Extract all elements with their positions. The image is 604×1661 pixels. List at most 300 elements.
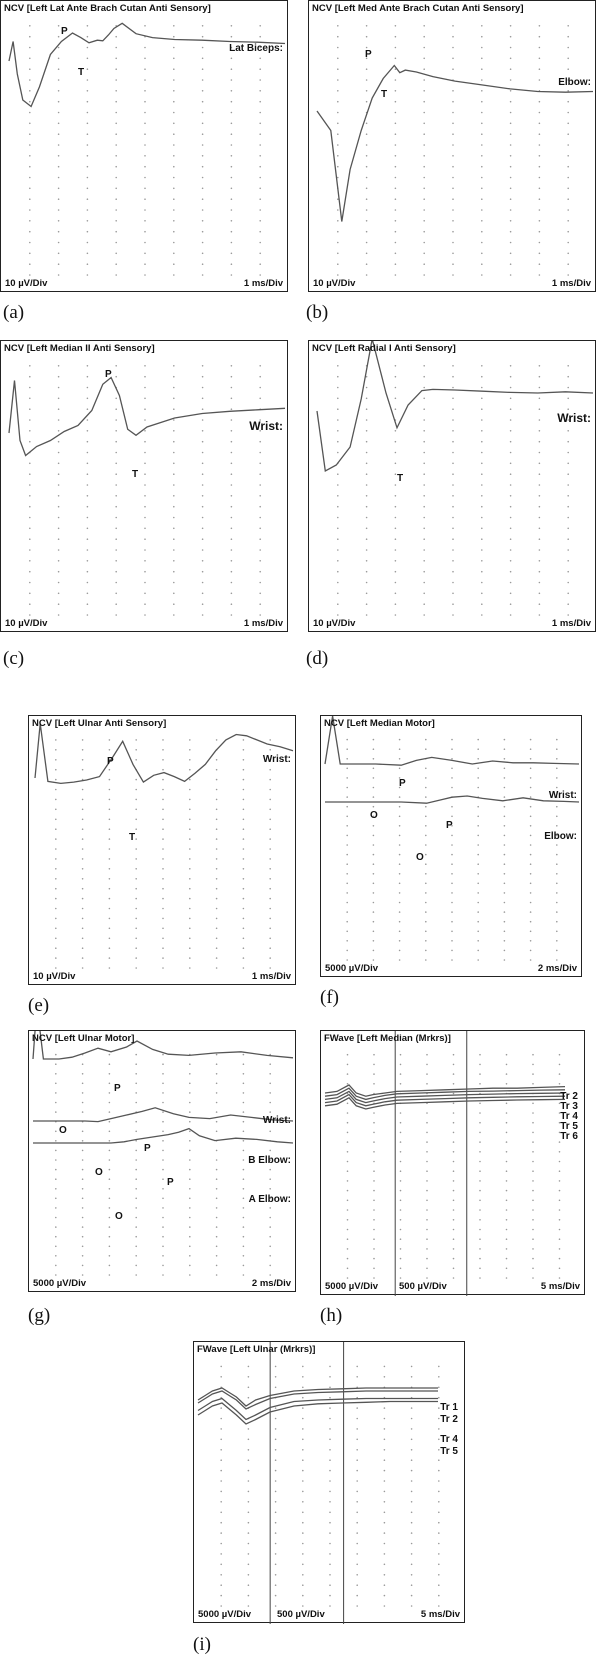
grid-dot <box>399 873 401 875</box>
grid-dot <box>539 47 541 49</box>
grid-dot <box>356 1605 358 1607</box>
grid-dot <box>567 484 569 486</box>
grid-dot <box>87 528 89 530</box>
grid-dot <box>220 1605 222 1607</box>
grid-dot <box>135 759 137 761</box>
grid-dot <box>366 593 368 595</box>
grid-dot <box>243 809 245 811</box>
grid-dot <box>202 144 204 146</box>
grid-dot <box>29 155 31 157</box>
grid-dot <box>58 209 60 211</box>
grid-dot <box>426 1073 428 1075</box>
grid-dot <box>29 419 31 421</box>
grid-dot <box>481 463 483 465</box>
grid-dot <box>506 1248 508 1250</box>
grid-dot <box>58 614 60 616</box>
grid-dot <box>479 1248 481 1250</box>
grid-dot <box>532 1238 534 1240</box>
grid-dot <box>58 188 60 190</box>
grid-dot <box>243 1274 245 1276</box>
grid-dot <box>162 1054 164 1056</box>
grid-dot <box>337 220 339 222</box>
grid-dot <box>243 908 245 910</box>
grid-dot <box>87 538 89 540</box>
grid-dot <box>87 398 89 400</box>
grid-dot <box>504 748 506 750</box>
grid-dot <box>55 947 57 949</box>
grid-dot <box>55 1188 57 1190</box>
grid-dot <box>135 1159 137 1161</box>
grid-dot <box>109 838 111 840</box>
grid-dot <box>109 779 111 781</box>
grid-dot <box>135 1121 137 1123</box>
grid-dot <box>189 749 191 751</box>
grid-dot <box>373 806 375 808</box>
trace-label-b-elbow: B Elbow: <box>248 1155 291 1166</box>
grid-dot <box>275 1512 277 1514</box>
grid-dot <box>259 538 261 540</box>
grid-dot <box>87 112 89 114</box>
grid-dot <box>477 931 479 933</box>
grid-dot <box>425 768 427 770</box>
grid-dot <box>438 1397 440 1399</box>
grid-dot <box>438 1512 440 1514</box>
grid-dot <box>539 220 541 222</box>
grid-dot <box>135 1236 137 1238</box>
grid-dot <box>162 1102 164 1104</box>
grid-dot <box>400 1248 402 1250</box>
grid-dot <box>539 538 541 540</box>
grid-dot <box>373 959 375 961</box>
grid-dot <box>438 1470 440 1472</box>
grid-dot <box>481 614 483 616</box>
grid-dot <box>530 796 532 798</box>
grid-dot <box>109 809 111 811</box>
grid-dot <box>58 68 60 70</box>
grid-dot <box>109 749 111 751</box>
grid-dot <box>58 112 60 114</box>
grid-dot <box>58 133 60 135</box>
grid-dot <box>366 571 368 573</box>
grid-dot <box>115 133 117 135</box>
grid-dot <box>510 209 512 211</box>
grid-dot <box>202 419 204 421</box>
grid-dot <box>567 528 569 530</box>
grid-dot <box>82 938 84 940</box>
grid-dot <box>109 1073 111 1075</box>
grid-dot <box>162 898 164 900</box>
grid-dot <box>173 603 175 605</box>
grid-dot <box>135 957 137 959</box>
grid-dot <box>400 1268 402 1270</box>
grid-dot <box>173 398 175 400</box>
grid-dot <box>356 1501 358 1503</box>
grid-dot <box>411 1366 413 1368</box>
grid-dot <box>510 263 512 265</box>
grid-dot <box>510 220 512 222</box>
grid-dot <box>347 1190 349 1192</box>
grid-dot <box>425 844 427 846</box>
grid-dot <box>189 759 191 761</box>
grid-dot <box>135 799 137 801</box>
grid-dot <box>55 1102 57 1104</box>
grid-dot <box>82 809 84 811</box>
grid-dot <box>243 938 245 940</box>
grid-dot <box>346 844 348 846</box>
amplitude-scale: 10 µV/Div <box>5 278 48 289</box>
grid-dot <box>144 484 146 486</box>
grid-dot <box>481 253 483 255</box>
grid-dot <box>539 25 541 27</box>
grid-dot <box>259 220 261 222</box>
marker-t: T <box>78 67 85 78</box>
grid-dot <box>479 1258 481 1260</box>
grid-dot <box>329 1564 331 1566</box>
marker-o: O <box>59 1125 67 1136</box>
grid-dot <box>173 133 175 135</box>
grid-dot <box>135 1131 137 1133</box>
grid-dot <box>275 1491 277 1493</box>
grid-dot <box>29 517 31 519</box>
grid-dot <box>231 209 233 211</box>
grid-dot <box>173 408 175 410</box>
grid-dot <box>248 1501 250 1503</box>
grid-dot <box>411 1376 413 1378</box>
grid-dot <box>399 854 401 856</box>
grid-dot <box>539 188 541 190</box>
marker-o: O <box>115 1211 123 1222</box>
grid-dot <box>259 101 261 103</box>
grid-dot <box>144 112 146 114</box>
grid-dot <box>109 1102 111 1104</box>
grid-dot <box>29 398 31 400</box>
grid-dot <box>426 1122 428 1124</box>
grid-dot <box>530 883 532 885</box>
grid-dot <box>506 1258 508 1260</box>
grid-dot <box>109 819 111 821</box>
trace-label-tr2: Tr 2 <box>440 1414 458 1425</box>
grid-dot <box>115 68 117 70</box>
grid-dot <box>366 253 368 255</box>
grid-dot <box>451 911 453 913</box>
grid-dot <box>425 796 427 798</box>
grid-dot <box>423 263 425 265</box>
grid-dot <box>248 1376 250 1378</box>
grid-dot <box>337 365 339 367</box>
grid-dot <box>347 1238 349 1240</box>
grid-dot <box>202 25 204 27</box>
grid-dot <box>346 863 348 865</box>
grid-dot <box>384 1553 386 1555</box>
grid-dot <box>173 58 175 60</box>
grid-dot <box>202 387 204 389</box>
grid-dot <box>400 1190 402 1192</box>
grid-dot <box>109 799 111 801</box>
grid-dot <box>58 79 60 81</box>
grid-dot <box>395 263 397 265</box>
panel-title: NCV [Left Ulnar Motor] <box>32 1033 135 1044</box>
grid-dot <box>504 959 506 961</box>
grid-dot <box>532 1073 534 1075</box>
dot-grid <box>55 739 271 969</box>
grid-dot <box>510 593 512 595</box>
grid-dot <box>87 408 89 410</box>
panel-title: NCV [Left Med Ante Brach Cutan Anti Sensory] <box>312 3 524 14</box>
grid-dot <box>384 1418 386 1420</box>
grid-dot <box>400 1238 402 1240</box>
grid-dot <box>135 1274 137 1276</box>
grid-dot <box>329 1501 331 1503</box>
grid-dot <box>504 940 506 942</box>
grid-dot <box>189 1102 191 1104</box>
grid-dot <box>411 1574 413 1576</box>
grid-dot <box>532 1258 534 1260</box>
amplitude-scale-left: 5000 µV/Div <box>198 1609 252 1620</box>
grid-dot <box>259 177 261 179</box>
grid-dot <box>173 560 175 562</box>
grid-dot <box>373 844 375 846</box>
grid-dot <box>423 25 425 27</box>
grid-dot <box>216 739 218 741</box>
grid-dot <box>173 376 175 378</box>
grid-dot <box>115 188 117 190</box>
grid-dot <box>425 863 427 865</box>
grid-dot <box>173 452 175 454</box>
grid-dot <box>438 1480 440 1482</box>
grid-dot <box>556 873 558 875</box>
grid-dot <box>269 1178 271 1180</box>
grid-dot <box>451 758 453 760</box>
grid-dot <box>425 873 427 875</box>
grid-dot <box>248 1366 250 1368</box>
grid-dot <box>243 898 245 900</box>
grid-dot <box>510 231 512 233</box>
grid-dot <box>373 758 375 760</box>
panel-b-plot <box>309 1 597 293</box>
waveform-wrist- <box>35 724 293 784</box>
grid-dot <box>109 1131 111 1133</box>
grid-dot <box>216 928 218 930</box>
grid-dot <box>366 79 368 81</box>
grid-dot <box>243 1092 245 1094</box>
grid-dot <box>556 844 558 846</box>
grid-dot <box>556 883 558 885</box>
panel-e-plot <box>29 716 297 986</box>
grid-dot <box>109 938 111 940</box>
grid-dot <box>423 58 425 60</box>
grid-dot <box>438 1543 440 1545</box>
grid-dot <box>453 1180 455 1182</box>
grid-dot <box>55 957 57 959</box>
grid-dot <box>162 799 164 801</box>
grid-dot <box>259 549 261 551</box>
grid-dot <box>425 777 427 779</box>
grid-dot <box>337 571 339 573</box>
grid-dot <box>259 528 261 530</box>
grid-dot <box>411 1407 413 1409</box>
grid-dot <box>259 123 261 125</box>
grid-dot <box>109 1207 111 1209</box>
grid-dot <box>395 133 397 135</box>
grid-dot <box>556 863 558 865</box>
grid-dot <box>395 177 397 179</box>
grid-dot <box>82 918 84 920</box>
grid-dot <box>395 387 397 389</box>
amplitude-scale: 5000 µV/Div <box>325 963 379 974</box>
grid-dot <box>347 1112 349 1114</box>
grid-dot <box>438 1553 440 1555</box>
grid-dot <box>337 495 339 497</box>
grid-dot <box>29 242 31 244</box>
grid-dot <box>216 1207 218 1209</box>
grid-dot <box>243 1111 245 1113</box>
grid-dot <box>29 123 31 125</box>
grid-dot <box>248 1397 250 1399</box>
grid-dot <box>216 1198 218 1200</box>
trace-label-tr4: Tr 4 <box>560 1111 578 1122</box>
grid-dot <box>135 947 137 949</box>
grid-dot <box>366 188 368 190</box>
grid-dot <box>479 1103 481 1105</box>
grid-dot <box>109 848 111 850</box>
grid-dot <box>231 79 233 81</box>
grid-dot <box>567 220 569 222</box>
grid-dot <box>567 614 569 616</box>
grid-dot <box>248 1564 250 1566</box>
grid-dot <box>567 166 569 168</box>
grid-dot <box>373 825 375 827</box>
waveform-wrist- <box>317 341 593 471</box>
grid-dot <box>144 188 146 190</box>
grid-dot <box>202 571 204 573</box>
grid-dot <box>530 806 532 808</box>
grid-dot <box>481 242 483 244</box>
grid-dot <box>220 1595 222 1597</box>
grid-dot <box>411 1501 413 1503</box>
grid-dot <box>220 1574 222 1576</box>
grid-dot <box>346 883 348 885</box>
grid-dot <box>481 112 483 114</box>
grid-dot <box>395 25 397 27</box>
grid-dot <box>58 231 60 233</box>
grid-dot <box>399 931 401 933</box>
grid-dot <box>275 1449 277 1451</box>
grid-dot <box>135 1198 137 1200</box>
grid-dot <box>510 101 512 103</box>
panel-c-plot <box>1 341 289 633</box>
grid-dot <box>231 188 233 190</box>
grid-dot <box>55 739 57 741</box>
grid-dot <box>510 571 512 573</box>
grid-dot <box>532 1229 534 1231</box>
grid-dot <box>506 1132 508 1134</box>
grid-dot <box>87 231 89 233</box>
grid-dot <box>87 177 89 179</box>
grid-dot <box>29 560 31 562</box>
grid-dot <box>451 777 453 779</box>
grid-dot <box>216 1255 218 1257</box>
grid-dot <box>55 1150 57 1152</box>
grid-dot <box>29 408 31 410</box>
grid-dot <box>481 419 483 421</box>
grid-dot <box>231 231 233 233</box>
grid-dot <box>58 473 60 475</box>
grid-dot <box>231 463 233 465</box>
grid-dot <box>395 463 397 465</box>
grid-dot <box>82 1131 84 1133</box>
grid-dot <box>55 918 57 920</box>
grid-dot <box>231 90 233 92</box>
grid-dot <box>510 506 512 508</box>
grid-dot <box>173 495 175 497</box>
grid-dot <box>202 155 204 157</box>
grid-dot <box>532 1112 534 1114</box>
grid-dot <box>539 430 541 432</box>
grid-dot <box>269 1217 271 1219</box>
grid-dot <box>347 1200 349 1202</box>
grid-dot <box>173 365 175 367</box>
grid-dot <box>115 376 117 378</box>
grid-dot <box>366 398 368 400</box>
grid-dot <box>144 398 146 400</box>
grid-dot <box>539 36 541 38</box>
grid-dot <box>329 1428 331 1430</box>
grid-dot <box>438 1595 440 1597</box>
grid-dot <box>259 144 261 146</box>
grid-dot <box>275 1532 277 1534</box>
grid-dot <box>202 177 204 179</box>
grid-dot <box>438 1605 440 1607</box>
panel-i <box>193 1341 465 1623</box>
grid-dot <box>329 1532 331 1534</box>
grid-dot <box>510 58 512 60</box>
grid-dot <box>423 538 425 540</box>
grid-dot <box>87 495 89 497</box>
grid-dot <box>173 582 175 584</box>
grid-dot <box>29 495 31 497</box>
grid-dot <box>400 1064 402 1066</box>
grid-dot <box>481 231 483 233</box>
grid-dot <box>452 209 454 211</box>
grid-dot <box>231 582 233 584</box>
grid-dot <box>425 940 427 942</box>
marker-p: P <box>399 778 406 789</box>
grid-dot <box>423 528 425 530</box>
grid-dot <box>399 921 401 923</box>
grid-dot <box>173 242 175 244</box>
grid-dot <box>366 603 368 605</box>
grid-dot <box>189 1169 191 1171</box>
grid-dot <box>329 1543 331 1545</box>
grid-dot <box>395 231 397 233</box>
grid-dot <box>275 1376 277 1378</box>
grid-dot <box>384 1470 386 1472</box>
grid-dot <box>452 495 454 497</box>
grid-dot <box>395 79 397 81</box>
grid-dot <box>269 1131 271 1133</box>
grid-dot <box>453 1151 455 1153</box>
amplitude-scale: 10 µV/Div <box>33 971 76 982</box>
grid-dot <box>423 188 425 190</box>
grid-dot <box>189 1150 191 1152</box>
grid-dot <box>248 1428 250 1430</box>
grid-dot <box>135 1102 137 1104</box>
grid-dot <box>423 376 425 378</box>
grid-dot <box>426 1112 428 1114</box>
grid-dot <box>530 777 532 779</box>
grid-dot <box>506 1190 508 1192</box>
grid-dot <box>115 253 117 255</box>
